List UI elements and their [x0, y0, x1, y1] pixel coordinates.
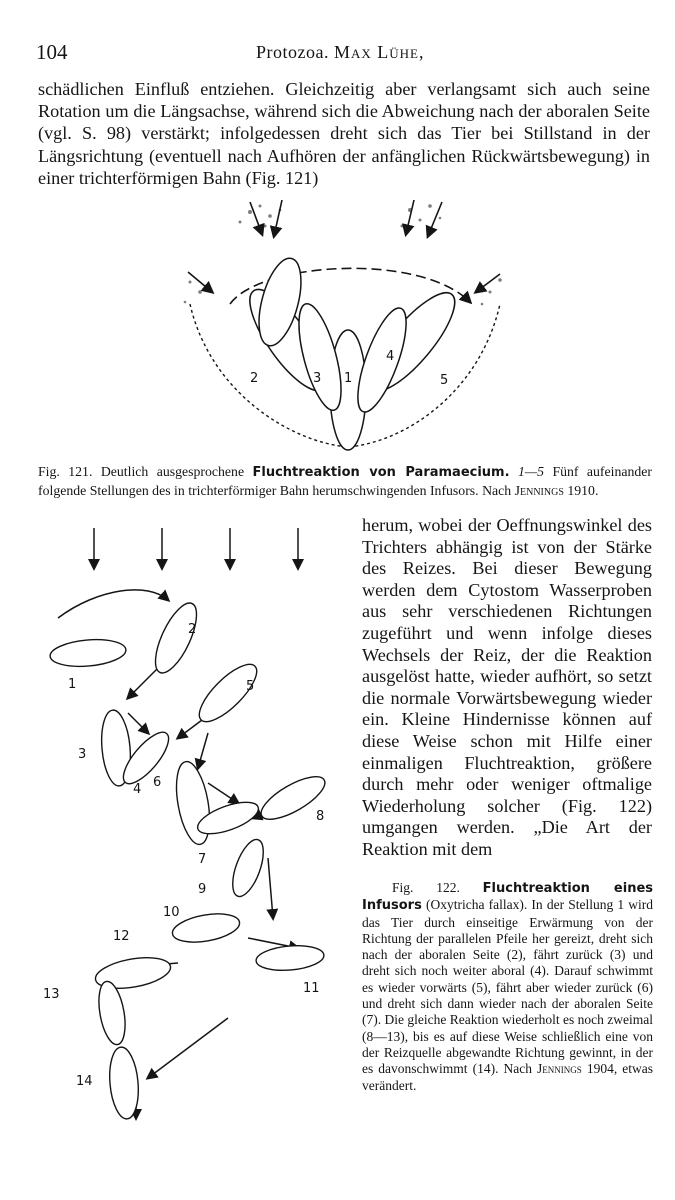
- caption122-author: Jennings: [537, 1061, 582, 1077]
- fig121-label-1: 1: [344, 371, 353, 386]
- caption121-year: 1910.: [567, 482, 599, 498]
- caption122-label: Fig. 122.: [392, 880, 460, 895]
- fig121-label-4: 4: [386, 349, 395, 364]
- running-head-title: Protozoa.: [256, 42, 329, 62]
- fig122-label-9: 9: [198, 882, 207, 897]
- running-head: [256, 42, 424, 63]
- caption121-title: Fluchtreaktion von Paramaecium.: [252, 465, 510, 480]
- caption121-range: 1—5: [517, 464, 545, 479]
- fig122-label-6: 6: [153, 775, 162, 790]
- caption121-author: Jennings: [514, 482, 564, 498]
- fig122-label-13: 13: [43, 987, 60, 1002]
- right-column-paragraph: herum, wobei der Oeffnungswinkel des Trichters abhängig ist von der Stärke des Reizes. Bei dieser Bewegung werden dem Cytostom Wasserproben aus sehr verschiedenen Richtungen zugeführt und wenn infolge dieses Wechsels der Reiz, der die Reaktion ausgelöst hatte, wieder aufhört, so setzt die normale Vorwärtsbewegung wieder ein. Kleine Hindernisse können auf diese Weise schon mit Hilfe einer einmaligen Fluchtreaktion, größere durch mehr oder weniger oftmalige Wiederholung solcher (Fig. 122) umgangen werden. „Die Art der Reaktion mit dem: [362, 515, 652, 859]
- fig122-label-11: 11: [303, 981, 320, 996]
- caption122-title: Fluchtreaktion eines Infusors: [362, 881, 653, 914]
- caption121-label: Fig. 121.: [38, 464, 93, 479]
- fig122-label-3: 3: [78, 747, 87, 762]
- caption122-body: In der Stellung 1 wird das Tier durch einseitige Erwärmung von der Richtung der parallelen Pfeile her gereizt, dreht sich nach der aboralen Seite (2), fährt zurück (3) und dreht sich noch weiter aboral (4). Darauf schwimmt es wieder vorwärts (5), fährt aber wieder zurück (6) und dreht sich dann wieder nach der aboralen Seite (7). Die gleiche Reaktion wiederholt es noch zweimal (8—13), bis es auf diese Weise schließlich eine von der Reizquelle abgewandte Richtung gewinnt, in der es davonschwimmt (14). Nach: [362, 897, 654, 1077]
- page-number: 104: [36, 40, 68, 64]
- fig122-label-8: 8: [316, 809, 325, 824]
- fig122-label-5: 5: [246, 679, 255, 694]
- caption121-body: Fünf aufeinander folgende Stellungen des in trichterförmiger Bahn herumschwingenden Infusors. Nach: [38, 464, 653, 498]
- fig122-label-12: 12: [113, 929, 130, 944]
- caption121-pre: Deutlich ausgesprochene: [100, 464, 245, 479]
- fig121-label-3: 3: [313, 371, 322, 386]
- intro-paragraph: schädlichen Einfluß entziehen. Gleichzeitig aber verlangsamt sich auch seine Rotation um die Längsachse, während sich die Abweichung nach der aboralen Seite (vgl. S. 98) verstärkt; infolgedessen dreht sich das Tier bei Stillstand in der Längsrichtung (eventuell nach Aufhören der anfänglichen Rückwärtsbewegung) in einer trichterförmigen Bahn (Fig. 121): [38, 79, 650, 188]
- fig122-label-2: 2: [188, 622, 197, 637]
- caption122-tail: 1904, etwas verändert.: [362, 1061, 653, 1093]
- figure-122-caption: [362, 880, 653, 1094]
- fig122-label-14: 14: [76, 1074, 93, 1089]
- fig121-label-2: 2: [250, 371, 259, 386]
- figure-122-illustration: [28, 518, 348, 1128]
- fig122-label-10: 10: [163, 905, 180, 920]
- fig122-label-1: 1: [68, 677, 77, 692]
- fig121-label-5: 5: [440, 373, 449, 388]
- fig122-label-7: 7: [198, 852, 207, 867]
- figure-121-caption: [38, 463, 652, 499]
- fig122-label-4: 4: [133, 782, 142, 797]
- running-head-author: Max Lühe,: [333, 42, 425, 62]
- caption122-species: (Oxytricha fallax).: [426, 897, 528, 913]
- page-header: [36, 40, 647, 66]
- figure-121-illustration: [170, 192, 520, 457]
